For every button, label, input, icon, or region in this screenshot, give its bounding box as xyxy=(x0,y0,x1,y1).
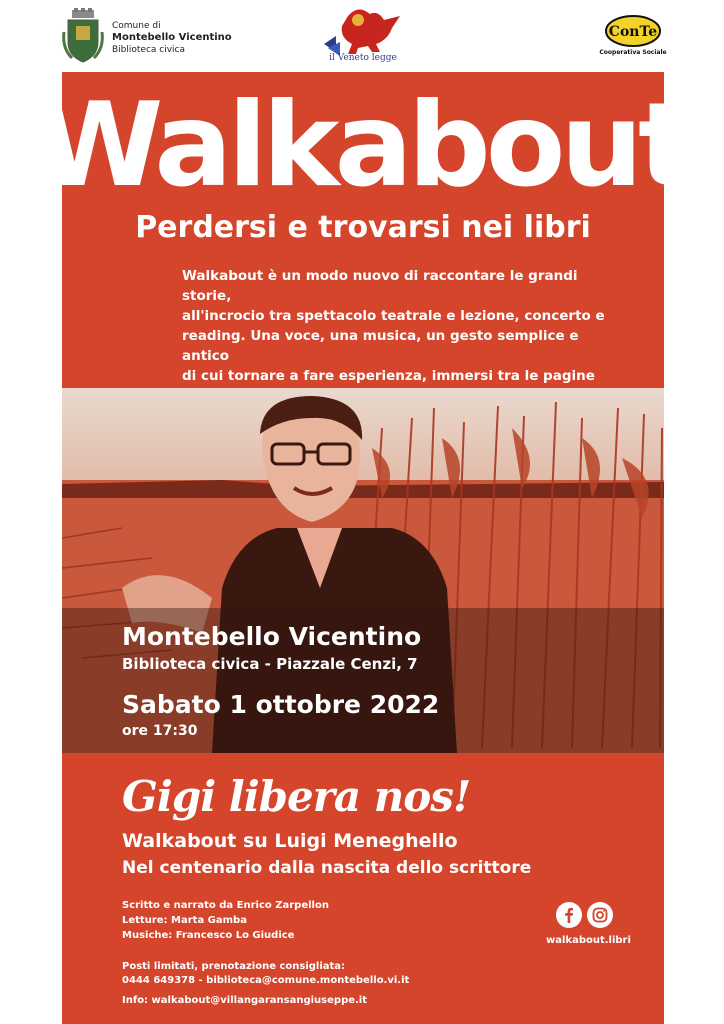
conte-label: Cooperativa Sociale xyxy=(599,49,667,56)
event-date: Sabato 1 ottobre 2022 xyxy=(122,690,440,719)
header xyxy=(0,0,724,72)
booking-line: Posti limitati, prenotazione consigliata: xyxy=(122,961,346,972)
show-title: Gigi libera nos! xyxy=(122,772,471,821)
subtitle: Perdersi e trovarsi nei libri xyxy=(135,210,591,245)
intro-text xyxy=(182,266,612,406)
intro-line: di cui tornare a fare esperienza, immersi tra le pagine xyxy=(182,368,595,384)
main-title: Walkabout xyxy=(35,78,689,213)
info-email[interactable]: Info: walkabout@villangaransangiuseppe.it xyxy=(122,995,368,1006)
facebook-icon[interactable] xyxy=(556,902,582,928)
intro-line: all'incrocio tra spettacolo teatrale e lezione, concerto e xyxy=(182,308,605,324)
show-subtitle: Walkabout su Luigi Meneghello xyxy=(122,830,458,852)
intro-line: Walkabout è un modo nuovo di raccontare le grandi storie, xyxy=(182,268,578,304)
credits xyxy=(122,898,329,943)
event-time: ore 17:30 xyxy=(122,723,198,739)
comune-line-1: Comune di xyxy=(112,21,161,31)
comune-line-2: Montebello Vicentino xyxy=(112,32,232,43)
credit-line: Scritto e narrato da Enrico Zarpellon xyxy=(122,900,329,911)
credit-line: Musiche: Francesco Lo Giudice xyxy=(122,930,295,941)
conte-logo-icon xyxy=(604,14,662,48)
event-place: Montebello Vicentino xyxy=(122,622,422,651)
comune-line-3: Biblioteca civica xyxy=(112,45,186,55)
social-icons xyxy=(556,902,616,928)
comune-label xyxy=(112,20,232,56)
conte-logo-text: ConTe xyxy=(608,24,658,40)
instagram-icon[interactable] xyxy=(587,902,613,928)
booking-info xyxy=(122,960,409,988)
event-address: Biblioteca civica - Piazzale Cenzi, 7 xyxy=(122,655,418,673)
municipal-crest-icon xyxy=(62,8,104,64)
veneto-legge-label: il Veneto legge xyxy=(329,53,397,63)
booking-contact[interactable]: 0444 649378 - biblioteca@comune.montebello.vi.it xyxy=(122,975,410,986)
show-subtitle-2: Nel centenario dalla nascita dello scrittore xyxy=(122,858,532,878)
credit-line: Letture: Marta Gamba xyxy=(122,915,247,926)
intro-line: reading. Una voce, una musica, un gesto semplice e antico xyxy=(182,328,579,364)
social-handle[interactable]: walkabout.libri xyxy=(546,935,631,946)
